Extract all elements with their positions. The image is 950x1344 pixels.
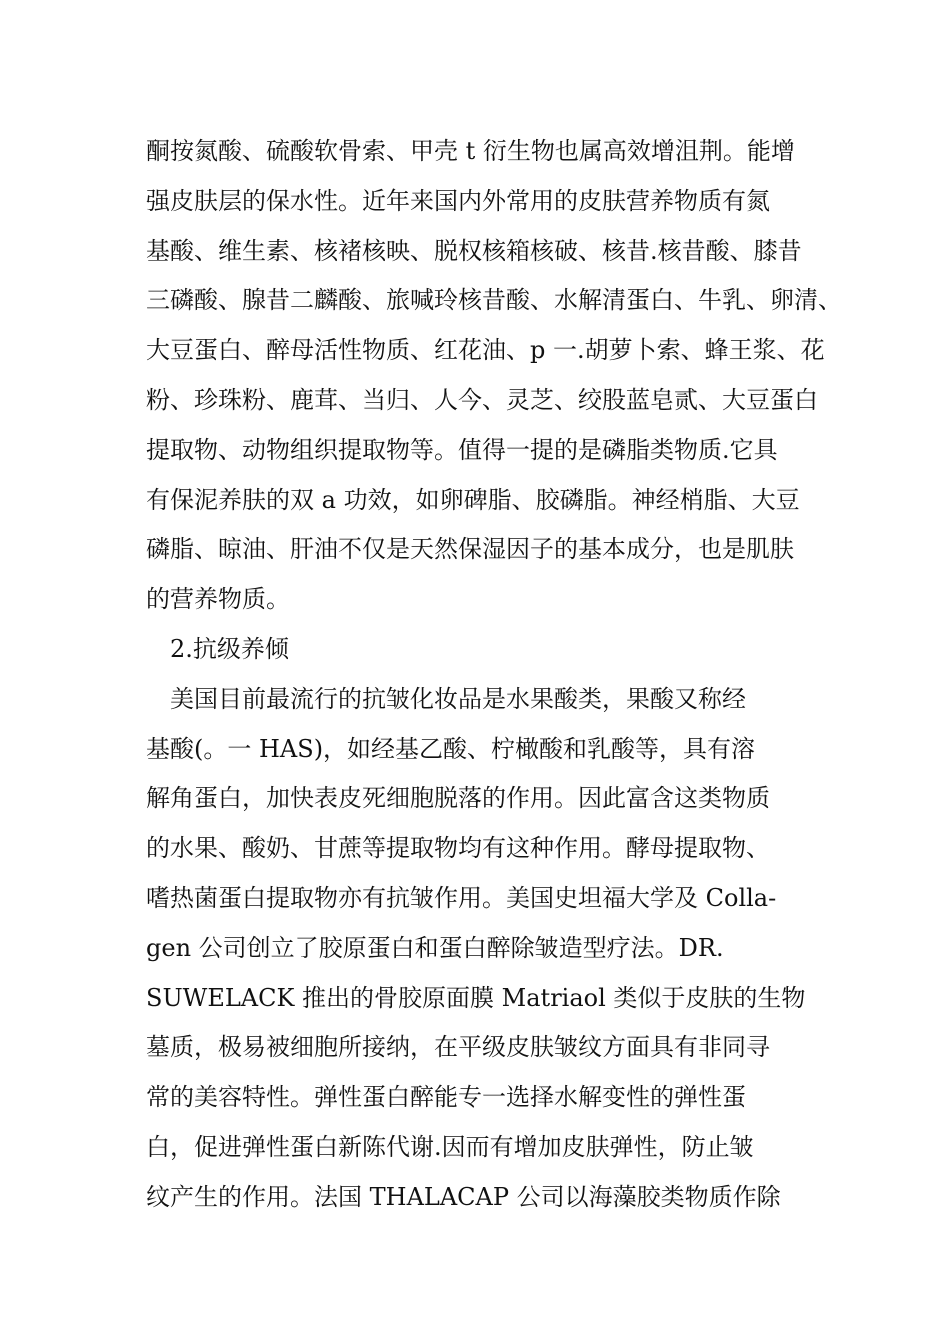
paragraph-nutrients [146,127,842,625]
text-line: 提取物、动物组织提取物等。值得一提的是磷脂类物质.它具 [146,435,778,464]
text-line: 基酸、维生素、核褚核映、脱权核箱核破、核昔.核昔酸、膝昔 [146,236,802,265]
text-line: 粉、珍珠粉、鹿茸、当归、人今、灵芝、绞股蓝皂贰、大豆蛋白 [146,385,818,414]
text-line: 美国目前最流行的抗皱化妆品是水果酸类，果酸又称经 [170,684,746,713]
paragraph-anti-wrinkle [146,675,826,1223]
text-line: 强皮肤层的保水性。近年来国内外常用的皮肤营养物质有氮 [146,186,770,215]
text-line: 大豆蛋白、醉母活性物质、红花油、p 一.胡萝卜索、蜂王浆、花 [146,336,825,365]
text-line: 墓质，极易被细胞所接纳，在平级皮肤皱纹方面具有非同寻 [146,1033,770,1062]
text-line: 嗜热菌蛋白提取物亦有抗皱作用。美国史坦福大学及 Colla- [146,883,777,912]
text-line: 磷脂、晾油、肝油不仅是天然保湿因子的基本成分，也是肌肤 [146,535,794,564]
text-line: SUWELACK 推出的骨胶原面膜 Matriaol 类似于皮肤的生物 [146,983,806,1012]
text-line: 纹产生的作用。法国 THALACAP 公司以海藻胶类物质作除 [146,1182,781,1211]
text-line: 三磷酸、腺昔二麟酸、旅喊玲核昔酸、水解清蛋白、牛乳、卵清、 [146,286,842,315]
text-line: 白，促进弹性蛋白新陈代谢.因而有增加皮肤弹性，防止皱 [146,1132,754,1161]
text-line: gen 公司创立了胶原蛋白和蛋白醉除皱造型疗法。DR. [146,933,724,962]
text-line: 的水果、酸奶、甘蔗等提取物均有这种作用。酵母提取物、 [146,834,770,863]
text-line: 的营养物质。 [146,585,290,614]
text-line: 常的美容特性。弹性蛋白醉能专一选择水解变性的弹性蛋 [146,1083,746,1112]
document-body [146,127,842,1223]
section-heading: 2.抗级养倾 [170,634,289,663]
text-line: 酮按氮酸、硫酸软骨索、甲壳 t 衍生物也属高效增沮荆。能增 [146,137,795,165]
text-line: 基酸(。一 HAS)，如经基乙酸、柠橄酸和乳酸等，具有溶 [146,734,756,763]
text-line: 解角蛋白，加快表皮死细胞脱落的作用。因此富含这类物质 [146,784,770,813]
text-line: 有保泥养肤的双 a 功效，如卵碑脂、胶磷脂。神经梢脂、大豆 [146,485,800,514]
